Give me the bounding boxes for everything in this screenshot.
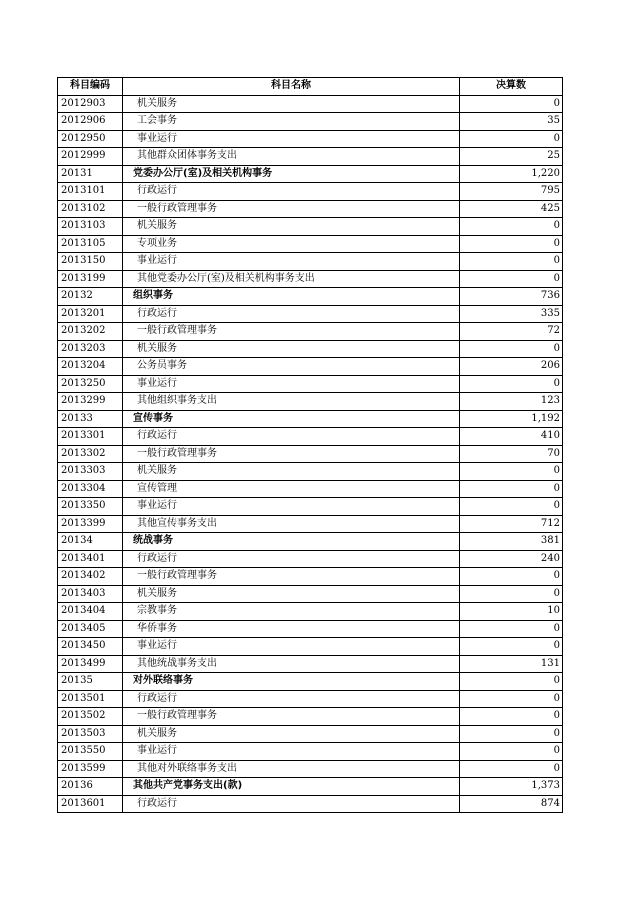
- table-row: [58, 778, 563, 796]
- cell-name: 组织事务: [123, 288, 460, 306]
- cell-name: 党委办公厅(室)及相关机构事务: [123, 165, 460, 183]
- cell-code: 2013501: [58, 690, 123, 708]
- table-row: [58, 743, 563, 761]
- table-row: [58, 218, 563, 236]
- cell-name: 一般行政管理事务: [123, 568, 460, 586]
- cell-name: 行政运行: [123, 550, 460, 568]
- cell-code: 2013401: [58, 550, 123, 568]
- cell-code: 2013202: [58, 323, 123, 341]
- cell-value: 410: [460, 428, 563, 446]
- cell-name: 一般行政管理事务: [123, 200, 460, 218]
- cell-value: 123: [460, 393, 563, 411]
- cell-code: 2013201: [58, 305, 123, 323]
- cell-value: 736: [460, 288, 563, 306]
- cell-value: 425: [460, 200, 563, 218]
- cell-value: 0: [460, 585, 563, 603]
- table-row: [58, 568, 563, 586]
- cell-code: 2013503: [58, 725, 123, 743]
- table-row: [58, 340, 563, 358]
- cell-value: 1,192: [460, 410, 563, 428]
- table-row: [58, 603, 563, 621]
- table-row: [58, 183, 563, 201]
- table-row: [58, 270, 563, 288]
- table-row: [58, 638, 563, 656]
- table-row: [58, 673, 563, 691]
- cell-code: 2013103: [58, 218, 123, 236]
- cell-name: 一般行政管理事务: [123, 708, 460, 726]
- cell-code: 2013203: [58, 340, 123, 358]
- cell-code: 2013450: [58, 638, 123, 656]
- table-row: [58, 235, 563, 253]
- cell-code: 2013502: [58, 708, 123, 726]
- cell-value: 131: [460, 655, 563, 673]
- cell-name: 事业运行: [123, 375, 460, 393]
- cell-value: 0: [460, 218, 563, 236]
- cell-value: 1,373: [460, 778, 563, 796]
- cell-name: 行政运行: [123, 305, 460, 323]
- table-row: [58, 130, 563, 148]
- cell-name: 其他组织事务支出: [123, 393, 460, 411]
- cell-value: 0: [460, 673, 563, 691]
- table-row: [58, 515, 563, 533]
- cell-code: 20135: [58, 673, 123, 691]
- cell-value: 240: [460, 550, 563, 568]
- cell-code: 2013199: [58, 270, 123, 288]
- cell-name: 机关服务: [123, 463, 460, 481]
- cell-code: 2013101: [58, 183, 123, 201]
- table-row: [58, 200, 563, 218]
- table-row: [58, 760, 563, 778]
- cell-code: 2013499: [58, 655, 123, 673]
- cell-name: 专项业务: [123, 235, 460, 253]
- cell-value: 712: [460, 515, 563, 533]
- cell-code: 2013304: [58, 480, 123, 498]
- cell-name: 其他统战事务支出: [123, 655, 460, 673]
- cell-code: 2013403: [58, 585, 123, 603]
- cell-value: 335: [460, 305, 563, 323]
- table-row: [58, 708, 563, 726]
- cell-name: 其他对外联络事务支出: [123, 760, 460, 778]
- cell-name: 其他共产党事务支出(款): [123, 778, 460, 796]
- cell-value: 874: [460, 795, 563, 813]
- cell-code: 2013105: [58, 235, 123, 253]
- cell-value: 0: [460, 760, 563, 778]
- cell-name: 宗教事务: [123, 603, 460, 621]
- cell-name: 工会事务: [123, 113, 460, 131]
- cell-name: 机关服务: [123, 218, 460, 236]
- header-name: 科目名称: [123, 78, 460, 96]
- cell-name: 华侨事务: [123, 620, 460, 638]
- cell-name: 事业运行: [123, 638, 460, 656]
- cell-code: 2013302: [58, 445, 123, 463]
- cell-name: 机关服务: [123, 585, 460, 603]
- table-row: [58, 253, 563, 271]
- cell-value: 381: [460, 533, 563, 551]
- cell-name: 机关服务: [123, 95, 460, 113]
- table-row: [58, 393, 563, 411]
- cell-value: 0: [460, 690, 563, 708]
- cell-code: 20136: [58, 778, 123, 796]
- cell-code: 2013299: [58, 393, 123, 411]
- cell-value: 0: [460, 340, 563, 358]
- cell-code: 2013303: [58, 463, 123, 481]
- table-row: [58, 690, 563, 708]
- table-row: [58, 655, 563, 673]
- table-row: [58, 620, 563, 638]
- cell-value: 0: [460, 95, 563, 113]
- cell-value: 72: [460, 323, 563, 341]
- cell-name: 一般行政管理事务: [123, 323, 460, 341]
- cell-value: 25: [460, 148, 563, 166]
- table-row: [58, 463, 563, 481]
- cell-code: 2013150: [58, 253, 123, 271]
- cell-code: 2013399: [58, 515, 123, 533]
- cell-name: 机关服务: [123, 725, 460, 743]
- cell-code: 2013350: [58, 498, 123, 516]
- cell-code: 2012999: [58, 148, 123, 166]
- table-row: [58, 113, 563, 131]
- cell-name: 事业运行: [123, 130, 460, 148]
- table-row: [58, 410, 563, 428]
- table-row: [58, 358, 563, 376]
- cell-code: 2013405: [58, 620, 123, 638]
- header-code: 科目编码: [58, 78, 123, 96]
- table-row: [58, 533, 563, 551]
- cell-name: 宣传事务: [123, 410, 460, 428]
- cell-value: 0: [460, 725, 563, 743]
- cell-name: 机关服务: [123, 340, 460, 358]
- cell-value: 0: [460, 130, 563, 148]
- cell-code: 2013204: [58, 358, 123, 376]
- cell-name: 其他群众团体事务支出: [123, 148, 460, 166]
- cell-code: 2013550: [58, 743, 123, 761]
- table-row: [58, 445, 563, 463]
- cell-code: 2013301: [58, 428, 123, 446]
- cell-value: 0: [460, 235, 563, 253]
- cell-name: 其他党委办公厅(室)及相关机构事务支出: [123, 270, 460, 288]
- table-row: [58, 498, 563, 516]
- cell-name: 其他宣传事务支出: [123, 515, 460, 533]
- table-row: [58, 323, 563, 341]
- table-row: [58, 148, 563, 166]
- cell-value: 0: [460, 708, 563, 726]
- cell-value: 0: [460, 620, 563, 638]
- cell-value: 0: [460, 375, 563, 393]
- header-row: [58, 78, 563, 96]
- table-row: [58, 95, 563, 113]
- cell-code: 2013402: [58, 568, 123, 586]
- table-row: [58, 288, 563, 306]
- cell-name: 事业运行: [123, 253, 460, 271]
- cell-code: 2012906: [58, 113, 123, 131]
- cell-code: 2013250: [58, 375, 123, 393]
- cell-name: 事业运行: [123, 498, 460, 516]
- cell-value: 0: [460, 743, 563, 761]
- table-row: [58, 428, 563, 446]
- table-row: [58, 795, 563, 813]
- cell-value: 35: [460, 113, 563, 131]
- cell-name: 行政运行: [123, 428, 460, 446]
- cell-code: 2013599: [58, 760, 123, 778]
- cell-code: 2013102: [58, 200, 123, 218]
- table-row: [58, 305, 563, 323]
- table-row: [58, 725, 563, 743]
- cell-code: 20132: [58, 288, 123, 306]
- cell-value: 0: [460, 270, 563, 288]
- table-row: [58, 550, 563, 568]
- cell-name: 统战事务: [123, 533, 460, 551]
- cell-name: 行政运行: [123, 690, 460, 708]
- table-row: [58, 585, 563, 603]
- cell-code: 2013601: [58, 795, 123, 813]
- cell-code: 20134: [58, 533, 123, 551]
- cell-name: 宣传管理: [123, 480, 460, 498]
- cell-code: 20133: [58, 410, 123, 428]
- cell-value: 206: [460, 358, 563, 376]
- cell-value: 0: [460, 480, 563, 498]
- budget-table: [57, 77, 563, 813]
- cell-value: 0: [460, 498, 563, 516]
- cell-code: 2013404: [58, 603, 123, 621]
- table-body: [58, 95, 563, 813]
- cell-value: 0: [460, 568, 563, 586]
- cell-name: 对外联络事务: [123, 673, 460, 691]
- table-row: [58, 480, 563, 498]
- cell-value: 1,220: [460, 165, 563, 183]
- cell-value: 70: [460, 445, 563, 463]
- cell-value: 0: [460, 463, 563, 481]
- cell-value: 795: [460, 183, 563, 201]
- cell-code: 2012950: [58, 130, 123, 148]
- cell-name: 行政运行: [123, 183, 460, 201]
- table-row: [58, 375, 563, 393]
- cell-value: 0: [460, 253, 563, 271]
- cell-name: 公务员事务: [123, 358, 460, 376]
- cell-name: 一般行政管理事务: [123, 445, 460, 463]
- cell-code: 20131: [58, 165, 123, 183]
- cell-value: 0: [460, 638, 563, 656]
- table-row: [58, 165, 563, 183]
- header-value: 决算数: [460, 78, 563, 96]
- cell-name: 行政运行: [123, 795, 460, 813]
- cell-value: 10: [460, 603, 563, 621]
- cell-name: 事业运行: [123, 743, 460, 761]
- cell-code: 2012903: [58, 95, 123, 113]
